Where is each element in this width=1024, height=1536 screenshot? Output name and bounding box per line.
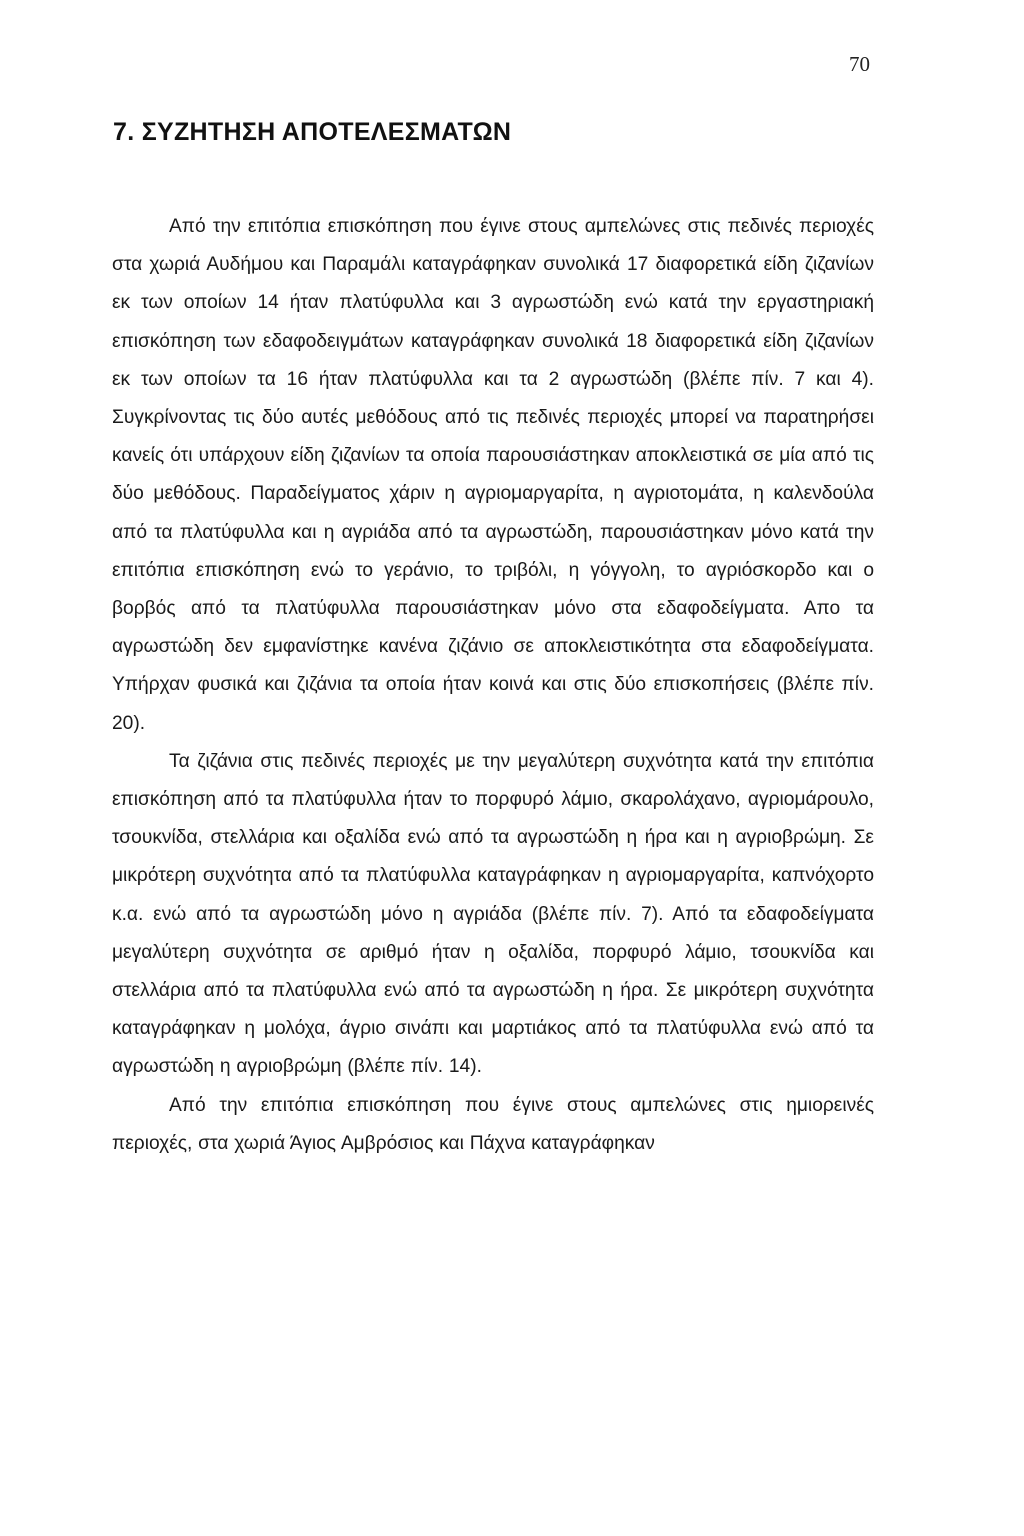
paragraph: Από την επιτόπια επισκόπηση που έγινε στους αμπελώνες στις πεδινές περιοχές στα χωριά Αυδήμου και Παραμάλι καταγράφηκαν συνολικά 17 διαφορετικά είδη ζιζανίων εκ των οποίων 14 ήταν πλατύφυλλα και 3 αγρωστώδη ενώ κατά την εργαστηριακή επισκόπηση των εδαφοδειγμάτων καταγράφηκαν συνολικά 18 διαφορετικά είδη ζιζανίων εκ των οποίων τα 16 ήταν πλατύφυλλα και τα 2 αγρωστώδη (βλέπε πίν. 7 και 4). Συγκρίνοντας τις δύο αυτές μεθόδους από τις πεδινές περιοχές μπορεί να παρατηρήσει κανείς ότι υπάρχουν είδη ζιζανίων τα οποία παρουσιάστηκαν αποκλειστικά σε μία από τις δύο μεθόδους. Παραδείγματος χάριν η αγριομαργαρίτα, η αγριοτομάτα, η καλενδούλα από τα πλατύφυλλα και η αγριάδα από τα αγρωστώδη, παρουσιάστηκαν μόνο κατά την επιτόπια επισκόπηση ενώ το γεράνιο, το τριβόλι, η γόγγολη, το αγριόσκορδο και ο βορβός από τα πλατύφυλλα παρουσιάστηκαν μόνο στα εδαφοδείγματα. Απο τα αγρωστώδη δεν εμφανίστηκε κανένα ζιζάνιο σε αποκλειστικότητα στα εδαφοδείγματα. Υπήρχαν φυσικά και ζιζάνια τα οποία ήταν κοινά και στις δύο επισκοπήσεις (βλέπε πίν. 20). (112, 216, 874, 734)
section-heading: 7. ΣΥΖΗΤΗΣΗ ΑΠΟΤΕΛΕΣΜΑΤΩΝ (113, 118, 512, 146)
body-text (112, 208, 874, 1163)
paragraph: Από την επιτόπια επισκόπηση που έγινε στους αμπελώνες στις ημιορεινές περιοχές, στα χωριά Άγιος Αμβρόσιος και Πάχνα καταγράφηκαν (112, 1094, 874, 1154)
page-number: 70 (849, 52, 870, 76)
paragraph: Τα ζιζάνια στις πεδινές περιοχές με την μεγαλύτερη συχνότητα κατά την επιτόπια επισκόπηση από τα πλατύφυλλα ήταν το πορφυρό λάμιο, σκαρολάχανο, αγριομάρουλο, τσουκνίδα, στελλάρια και οξαλίδα ενώ από τα αγρωστώδη η ήρα και η αγριοβρώμη. Σε μικρότερη συχνότητα από τα πλατύφυλλα καταγράφηκαν η αγριομαργαρίτα, καπνόχορτο κ.α. ενώ από τα αγρωστώδη μόνο η αγριάδα (βλέπε πίν. 7). Από τα εδαφοδείγματα μεγαλύτερη συχνότητα σε αριθμό ήταν η οξαλίδα, πορφυρό λάμιο, τσουκνίδα και στελλάρια από τα πλατύφυλλα ενώ από τα αγρωστώδη η ήρα. Σε μικρότερη συχνότητα καταγράφηκαν η μολόχα, άγριο σινάπι και μαρτιάκος από τα πλατύφυλλα ενώ από τα αγρωστώδη η αγριοβρώμη (βλέπε πίν. 14). (112, 750, 874, 1078)
